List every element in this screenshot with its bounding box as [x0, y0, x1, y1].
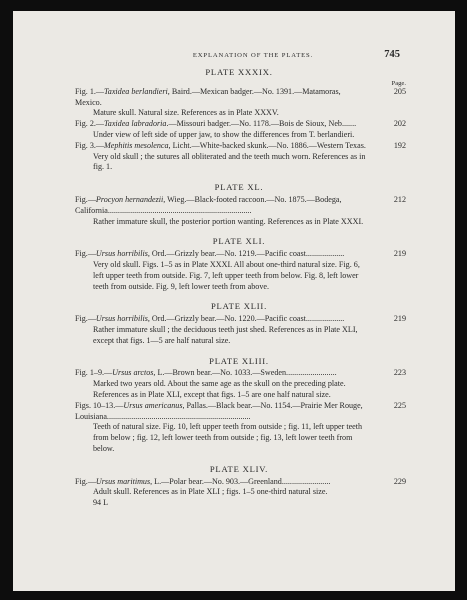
specimen-description: .—Missouri badger.—No. 1178.—Bois de Sioux, Neb.......: [166, 119, 357, 129]
figure-line: [75, 401, 367, 423]
taxon-name: Ursus horribilis: [95, 249, 148, 259]
figure-number: Fig. 2.—: [75, 119, 105, 129]
figure-line: [75, 368, 367, 379]
page-reference: 212: [393, 194, 406, 204]
specimen-description: , L.—Brown bear.—No. 1033.—Sweden.........................: [153, 368, 337, 378]
plate-title: PLATE XXXIX.: [205, 67, 273, 77]
plate-title: PLATE XLI.: [212, 236, 266, 247]
figure-entry: [75, 86, 406, 119]
figure-entry: [75, 314, 406, 346]
page-number: 745: [384, 49, 400, 60]
plate-title: PLATE XLIV.: [209, 463, 269, 474]
figure-notes: Under view of left side of upper jaw, to show the differences from T. berlandieri.: [93, 129, 355, 139]
specimen-description: , Ord.—Grizzly bear.—No. 1219.—Pacific coast...................: [147, 249, 345, 259]
taxon-name: Procyon hernandezii: [95, 194, 164, 204]
figure-entry: [75, 476, 406, 499]
figure-entry: [75, 368, 406, 400]
figure-entry: [75, 119, 406, 141]
page-reference: 225: [393, 400, 406, 410]
figure-number: Figs. 10–13.—: [75, 400, 124, 410]
figure-line: [75, 141, 367, 152]
page-reference: 223: [393, 368, 406, 378]
figure-number: Fig. 1.—: [75, 86, 105, 96]
taxon-name: Ursus horribilis: [95, 314, 148, 324]
page-reference: 219: [393, 249, 406, 259]
taxon-name: Ursus americanus: [123, 400, 183, 410]
figure-line: [75, 249, 367, 260]
running-title: EXPLANATION OF THE PLATES.: [192, 52, 314, 59]
page-reference: 192: [393, 140, 406, 150]
plate-title: PLATE XLII.: [210, 301, 268, 312]
figure-notes: Teeth of natural size. Fig. 10, left upper teeth from outside ; fig. 11, left upper teeth from below ; fig. 12, left lower teeth from outside ; fig. 13, left lower teeth from below.: [93, 422, 363, 453]
plate-block: [75, 463, 406, 509]
figure-notes: Rather immature skull ; the deciduous teeth just shed. References as in Plate XLI, except that figs. 1—5 are half natural size.: [93, 324, 358, 345]
figure-entry: [75, 400, 406, 455]
taxon-name: Ursus maritimus: [95, 476, 151, 486]
figure-number: Fig. 1–9.—: [75, 368, 113, 378]
figure-line: [75, 87, 367, 109]
figure-line: [75, 314, 367, 325]
specimen-description: , Baird.—Mexican badger.—No. 1391.—Matamoras, Mexico.: [75, 86, 341, 107]
specimen-description: , Pallas.—Black bear.—No. 1154.—Prairie Mer Rouge, Louisiana.......................................................................: [75, 400, 363, 421]
taxon-name: Taxidea labradoria: [104, 119, 167, 129]
plate-block: [75, 301, 406, 346]
page-reference: 205: [393, 86, 406, 96]
figure-entry: [75, 249, 406, 292]
figure-number: Fig.—: [75, 314, 96, 324]
figure-entry: [75, 140, 406, 173]
plate-title: PLATE XL.: [214, 182, 264, 193]
plate-block: [75, 182, 406, 227]
figure-notes: Adult skull. References as in Plate XLI ; figs. 1–5 one-third natural size.: [93, 487, 328, 497]
figure-line: [75, 195, 367, 217]
plate-title: PLATE XLIII.: [209, 355, 269, 366]
specimen-description: , Wieg.—Black-footed raccoon.—No. 1875.—Bodega, California.......................................................................: [75, 194, 342, 215]
page-column-head: Page.: [391, 79, 406, 87]
figure-number: Fig.—: [75, 249, 96, 259]
specimen-description: , L.—Polar bear.—No. 903.—Greenland........................: [150, 476, 331, 486]
running-head: [13, 49, 455, 63]
specimen-description: , Ord.—Grizzly bear.—No. 1220.—Pacific coast...................: [147, 314, 345, 324]
figure-notes: Rather immature skull, the posterior portion wanting. References as in Plate XXXI.: [93, 216, 364, 226]
plate-block: [75, 355, 406, 455]
figure-notes: Marked two years old. About the same age as the skull on the preceding plate. References as in Plate XLI, except that figs. 1–5 are one half natural size.: [93, 379, 346, 399]
specimen-description: , Licht.—White-backed skunk.—No. 1886.—Western Texas.: [168, 140, 366, 150]
page-reference: 202: [393, 119, 406, 129]
figure-notes: Very old skull ; the sutures all obliterated and the teeth much worn. References as in fig. 1.: [93, 151, 366, 172]
figure-number: Fig. 3.—: [75, 140, 105, 150]
plate-explanations: [75, 67, 406, 518]
figure-number: Fig.—: [75, 476, 96, 486]
figure-notes: Mature skull. Natural size. References as in Plate XXXV.: [93, 108, 279, 118]
taxon-name: Mephitis mesolenca: [104, 140, 169, 150]
plate-block: [75, 67, 406, 173]
figure-entry: [75, 194, 406, 227]
page-reference: 229: [393, 476, 406, 486]
taxon-name: Ursus arctos: [112, 368, 154, 378]
plate-block: [75, 236, 406, 292]
page-reference: 219: [393, 314, 406, 324]
book-page: [13, 11, 455, 591]
taxon-name: Taxidea berlandieri: [104, 86, 168, 96]
signature-mark: 94 L: [93, 498, 109, 508]
figure-number: Fig.—: [75, 194, 96, 204]
figure-notes: Very old skull. Figs. 1–5 as in Plate XXXI. All about one-third natural size. Fig. 6, left upper teeth from outside. Fig. 7, left upper teeth from below. Fig. 8, left lower teeth from outside. Fig. 9, left lower teeth from above.: [93, 259, 360, 291]
figure-line: [75, 477, 367, 488]
figure-line: [75, 119, 367, 130]
